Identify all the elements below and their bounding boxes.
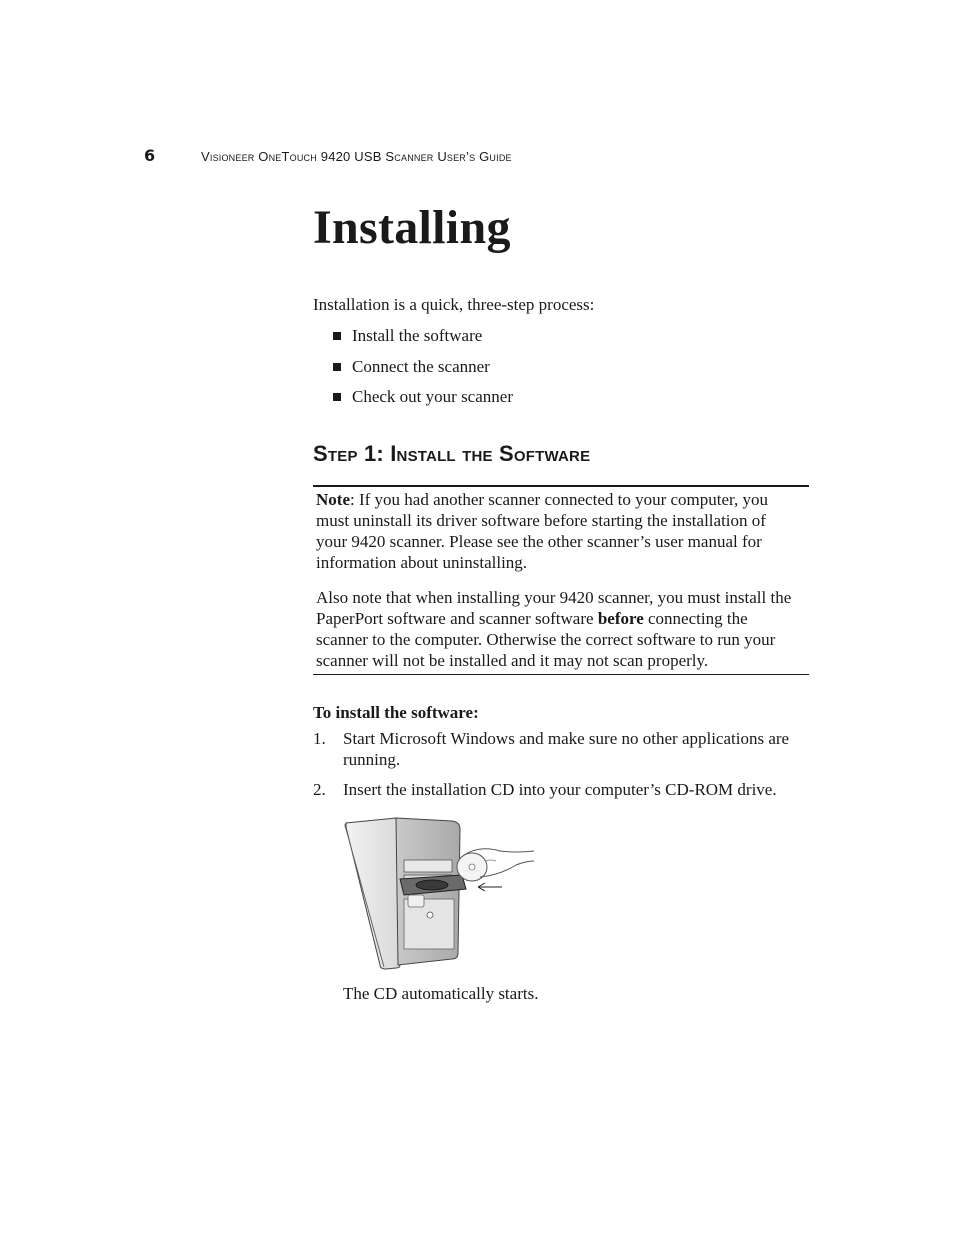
note-label: Note (316, 490, 350, 509)
section-heading: Step 1: Install the Software (313, 441, 591, 466)
note-box (313, 485, 809, 675)
step-text: Start Microsoft Windows and make sure no other applications are running. (343, 729, 790, 769)
steps-list (313, 728, 809, 809)
note-text-before: Also note that when installing your 9420 scanner, you must install the PaperPort software and scanner software (316, 588, 792, 628)
note-paragraph (316, 489, 796, 573)
step-item (313, 728, 809, 770)
square-bullet-icon (333, 393, 341, 401)
bullet-text: Install the software (352, 326, 483, 345)
square-bullet-icon (333, 363, 341, 371)
note-paragraph-2 (316, 587, 796, 671)
step-text: Insert the installation CD into your computer’s CD-ROM drive. (343, 780, 777, 799)
step-number: 1. (313, 729, 326, 748)
list-item (331, 386, 513, 417)
note-emphasis: before (597, 609, 644, 628)
step-item (313, 779, 809, 800)
square-bullet-icon (333, 332, 341, 340)
step-number: 2. (313, 780, 326, 799)
figure-caption: The CD automatically starts. (343, 984, 539, 1003)
list-item (331, 356, 513, 387)
bullet-list (331, 325, 513, 417)
intro-text: Installation is a quick, three-step process: (313, 295, 595, 314)
procedure-heading: To install the software: (313, 703, 479, 722)
computer-cd-illustration (340, 815, 540, 970)
bullet-text: Connect the scanner (352, 356, 490, 376)
note-text: : If you had another scanner connected to your computer, you must uninstall its driver software before starting the installation of your 9420 scanner. Please see the other scanner’s user manual for information about uninstalling. (316, 490, 769, 572)
running-header: Visioneer OneTouch 9420 USB Scanner User’s Guide (201, 149, 512, 164)
bullet-text: Check out your scanner (352, 387, 513, 406)
page-title: Installing (313, 201, 511, 254)
list-item (331, 325, 513, 356)
page-number: 6 (144, 146, 156, 165)
note-text-after: connecting the scanner to the computer. Otherwise the correct software to run your scanner will not be installed and it may not scan properly. (316, 609, 776, 670)
